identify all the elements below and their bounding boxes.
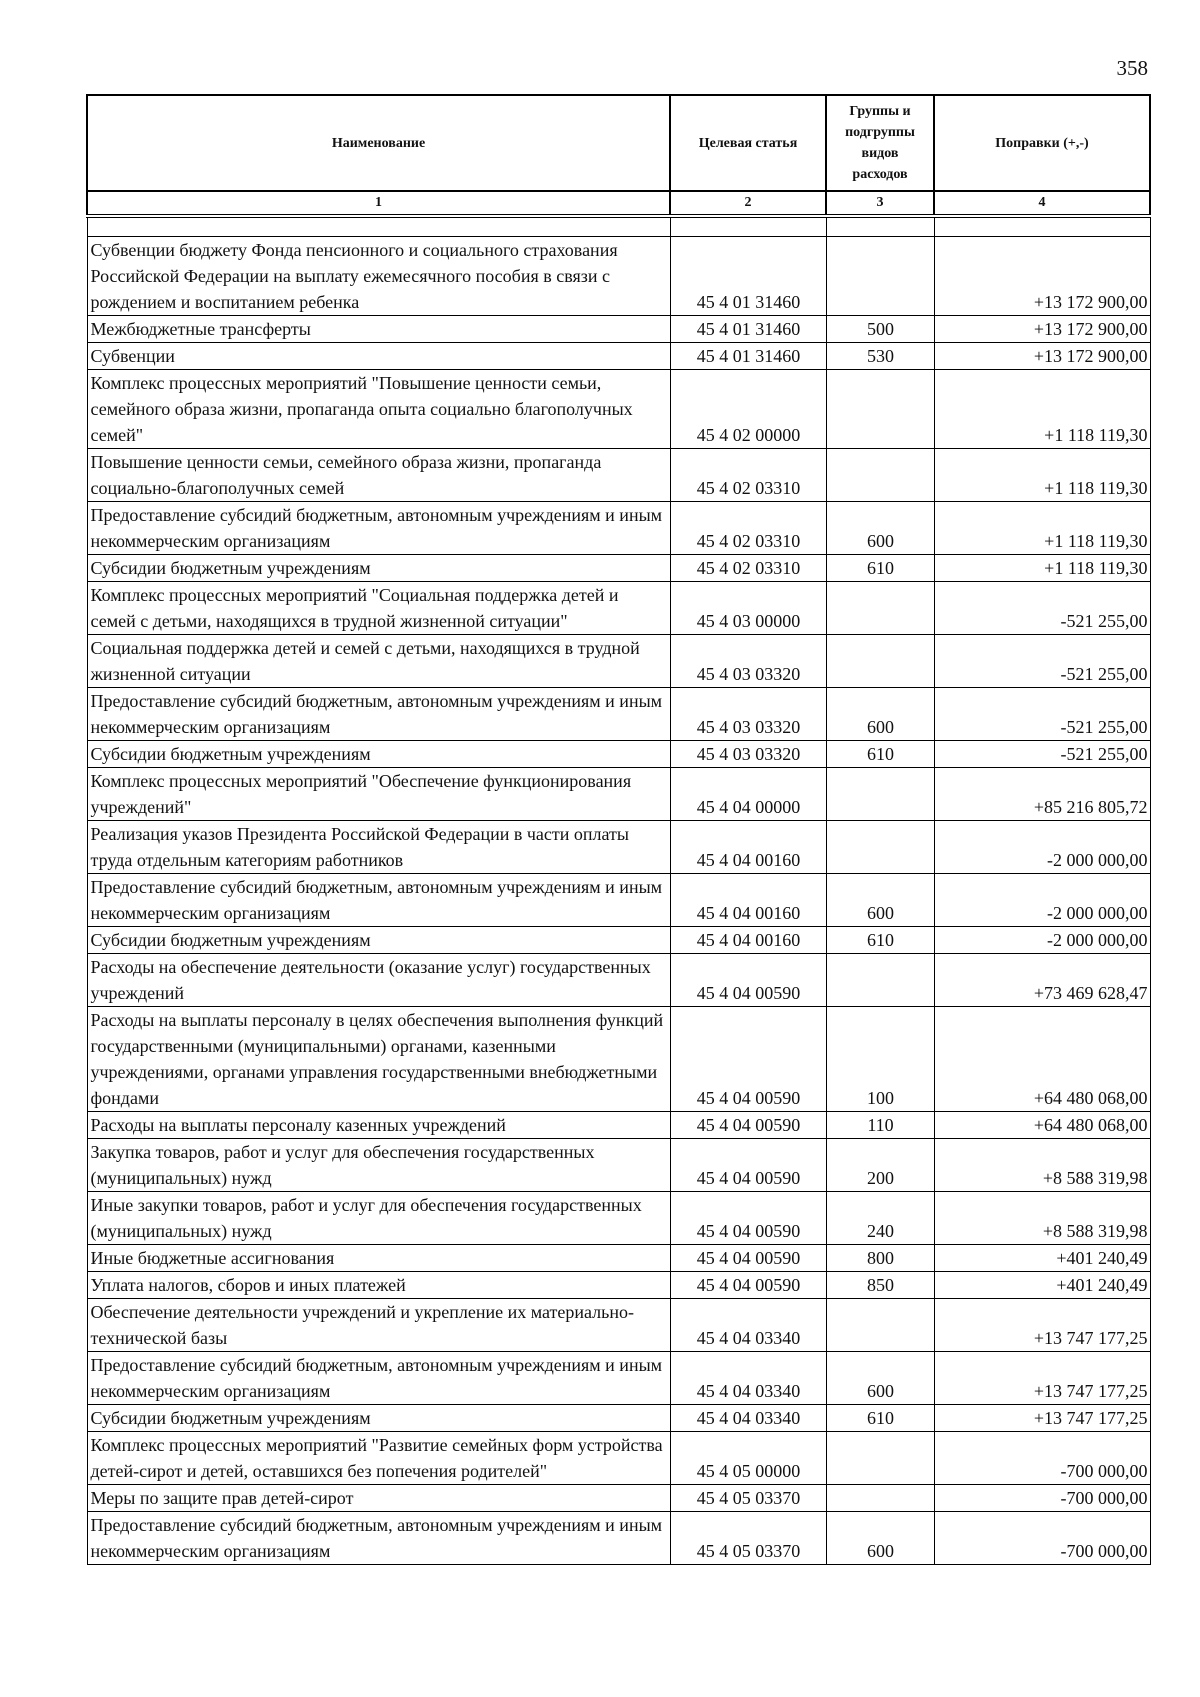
row-target-code: 45 4 04 00590 (670, 1192, 826, 1245)
row-expense-group: 850 (826, 1272, 934, 1299)
row-name: Предоставление субсидий бюджетным, автономным учреждениям и иным некоммерческим организациям (87, 1512, 670, 1565)
row-amendment-amount: +8 588 319,98 (934, 1139, 1150, 1192)
row-name: Иные бюджетные ассигнования (87, 1245, 670, 1272)
row-expense-group (826, 449, 934, 502)
row-expense-group (826, 1299, 934, 1352)
table-row (87, 370, 1150, 449)
header-groups-line: подгруппы (845, 125, 915, 140)
table-row (87, 1007, 1150, 1112)
row-target-code: 45 4 04 00590 (670, 954, 826, 1007)
row-name: Субвенции бюджету Фонда пенсионного и социального страхования Российской Федерации на выплату ежемесячного пособия в связи с рождением и воспитанием ребенка (87, 237, 670, 316)
row-target-code: 45 4 02 00000 (670, 370, 826, 449)
row-name: Субвенции (87, 343, 670, 370)
table-header (87, 95, 1150, 216)
row-expense-group (826, 954, 934, 1007)
row-name: Субсидии бюджетным учреждениям (87, 741, 670, 768)
spacer-row (87, 216, 1150, 237)
row-name: Иные закупки товаров, работ и услуг для обеспечения государственных (муниципальных) нужд (87, 1192, 670, 1245)
row-target-code: 45 4 02 03310 (670, 502, 826, 555)
row-expense-group: 610 (826, 1405, 934, 1432)
row-target-code: 45 4 04 00160 (670, 821, 826, 874)
table-row (87, 502, 1150, 555)
row-expense-group: 600 (826, 502, 934, 555)
row-amendment-amount: +85 216 805,72 (934, 768, 1150, 821)
row-expense-group: 500 (826, 316, 934, 343)
row-target-code: 45 4 05 00000 (670, 1432, 826, 1485)
row-expense-group (826, 370, 934, 449)
row-expense-group: 200 (826, 1139, 934, 1192)
row-name: Предоставление субсидий бюджетным, автономным учреждениям и иным некоммерческим организациям (87, 688, 670, 741)
row-amendment-amount: -2 000 000,00 (934, 821, 1150, 874)
row-target-code: 45 4 04 00160 (670, 927, 826, 954)
table-row (87, 237, 1150, 316)
row-expense-group (826, 821, 934, 874)
row-amendment-amount: -2 000 000,00 (934, 874, 1150, 927)
table-row (87, 1299, 1150, 1352)
row-name: Комплекс процессных мероприятий "Обеспечение функционирования учреждений" (87, 768, 670, 821)
row-target-code: 45 4 04 03340 (670, 1352, 826, 1405)
row-name: Субсидии бюджетным учреждениям (87, 555, 670, 582)
budget-table-container (86, 94, 1149, 1565)
row-target-code: 45 4 04 00590 (670, 1112, 826, 1139)
row-amendment-amount: +13 747 177,25 (934, 1299, 1150, 1352)
table-row (87, 768, 1150, 821)
row-amendment-amount: +8 588 319,98 (934, 1192, 1150, 1245)
row-expense-group: 110 (826, 1112, 934, 1139)
table-row (87, 635, 1150, 688)
row-target-code: 45 4 04 00590 (670, 1139, 826, 1192)
row-name: Расходы на обеспечение деятельности (оказание услуг) государственных учреждений (87, 954, 670, 1007)
row-amendment-amount: +13 747 177,25 (934, 1352, 1150, 1405)
table-row (87, 343, 1150, 370)
row-amendment-amount: -700 000,00 (934, 1485, 1150, 1512)
row-target-code: 45 4 03 00000 (670, 582, 826, 635)
row-expense-group: 600 (826, 1512, 934, 1565)
row-expense-group: 610 (826, 741, 934, 768)
table-row (87, 1139, 1150, 1192)
row-name: Субсидии бюджетным учреждениям (87, 927, 670, 954)
row-name: Комплекс процессных мероприятий "Социальная поддержка детей и семей с детьми, находящихся в трудной жизненной ситуации" (87, 582, 670, 635)
row-amendment-amount: +401 240,49 (934, 1245, 1150, 1272)
row-target-code: 45 4 02 03310 (670, 555, 826, 582)
row-target-code: 45 4 01 31460 (670, 316, 826, 343)
header-groups-line: расходов (852, 167, 908, 182)
table-row (87, 954, 1150, 1007)
page-number: 358 (1116, 56, 1148, 80)
row-name: Предоставление субсидий бюджетным, автономным учреждениям и иным некоммерческим организациям (87, 1352, 670, 1405)
table-row (87, 688, 1150, 741)
row-target-code: 45 4 03 03320 (670, 688, 826, 741)
row-expense-group: 600 (826, 1352, 934, 1405)
row-expense-group (826, 237, 934, 316)
row-name: Комплекс процессных мероприятий "Повышение ценности семьи, семейного образа жизни, пропаганда опыта социально благополучных семей" (87, 370, 670, 449)
table-row (87, 1512, 1150, 1565)
column-number: 2 (670, 191, 826, 216)
row-amendment-amount: +1 118 119,30 (934, 502, 1150, 555)
row-name: Комплекс процессных мероприятий "Развитие семейных форм устройства детей-сирот и детей, оставшихся без попечения родителей" (87, 1432, 670, 1485)
row-name: Социальная поддержка детей и семей с детьми, находящихся в трудной жизненной ситуации (87, 635, 670, 688)
row-expense-group: 100 (826, 1007, 934, 1112)
row-expense-group: 600 (826, 688, 934, 741)
table-row (87, 821, 1150, 874)
row-amendment-amount: +13 747 177,25 (934, 1405, 1150, 1432)
row-target-code: 45 4 04 00590 (670, 1245, 826, 1272)
row-expense-group: 800 (826, 1245, 934, 1272)
row-expense-group (826, 768, 934, 821)
column-number: 1 (87, 191, 670, 216)
row-name: Предоставление субсидий бюджетным, автономным учреждениям и иным некоммерческим организациям (87, 874, 670, 927)
row-expense-group: 530 (826, 343, 934, 370)
row-expense-group (826, 635, 934, 688)
table-row (87, 316, 1150, 343)
row-target-code: 45 4 01 31460 (670, 343, 826, 370)
row-amendment-amount: -521 255,00 (934, 635, 1150, 688)
row-amendment-amount: -2 000 000,00 (934, 927, 1150, 954)
table-row (87, 582, 1150, 635)
row-expense-group (826, 582, 934, 635)
row-amendment-amount: +13 172 900,00 (934, 316, 1150, 343)
row-expense-group (826, 1485, 934, 1512)
row-amendment-amount: +1 118 119,30 (934, 370, 1150, 449)
row-amendment-amount: +13 172 900,00 (934, 237, 1150, 316)
column-number: 3 (826, 191, 934, 216)
row-amendment-amount: -700 000,00 (934, 1432, 1150, 1485)
row-target-code: 45 4 04 00590 (670, 1007, 826, 1112)
row-expense-group (826, 1432, 934, 1485)
row-name: Обеспечение деятельности учреждений и укрепление их материально-технической базы (87, 1299, 670, 1352)
row-name: Реализация указов Президента Российской Федерации в части оплаты труда отдельным категориям работников (87, 821, 670, 874)
row-amendment-amount: -700 000,00 (934, 1512, 1150, 1565)
row-amendment-amount: +64 480 068,00 (934, 1007, 1150, 1112)
row-expense-group: 610 (826, 555, 934, 582)
row-amendment-amount: +64 480 068,00 (934, 1112, 1150, 1139)
header-groups-line: видов (861, 146, 899, 161)
row-amendment-amount: +1 118 119,30 (934, 449, 1150, 502)
row-amendment-amount: -521 255,00 (934, 741, 1150, 768)
row-amendment-amount: +13 172 900,00 (934, 343, 1150, 370)
table-row (87, 1245, 1150, 1272)
row-name: Меры по защите прав детей-сирот (87, 1485, 670, 1512)
row-target-code: 45 4 02 03310 (670, 449, 826, 502)
row-target-code: 45 4 03 03320 (670, 635, 826, 688)
row-amendment-amount: +1 118 119,30 (934, 555, 1150, 582)
row-name: Субсидии бюджетным учреждениям (87, 1405, 670, 1432)
row-name: Расходы на выплаты персоналу казенных учреждений (87, 1112, 670, 1139)
row-amendment-amount: -521 255,00 (934, 582, 1150, 635)
table-row (87, 1432, 1150, 1485)
row-target-code: 45 4 04 00160 (670, 874, 826, 927)
row-expense-group: 610 (826, 927, 934, 954)
table-row (87, 1192, 1150, 1245)
budget-table (86, 94, 1151, 1565)
table-row (87, 1405, 1150, 1432)
row-name: Расходы на выплаты персоналу в целях обеспечения выполнения функций государственными (муниципальными) органами, казенными учреждениями, органами управления государственными внебюджетными фондами (87, 1007, 670, 1112)
row-target-code: 45 4 04 03340 (670, 1405, 826, 1432)
row-target-code: 45 4 04 00590 (670, 1272, 826, 1299)
row-amendment-amount: -521 255,00 (934, 688, 1150, 741)
row-target-code: 45 4 04 00000 (670, 768, 826, 821)
row-target-code: 45 4 05 03370 (670, 1485, 826, 1512)
table-row (87, 741, 1150, 768)
row-name: Межбюджетные трансферты (87, 316, 670, 343)
row-name: Уплата налогов, сборов и иных платежей (87, 1272, 670, 1299)
table-row (87, 449, 1150, 502)
table-row (87, 1272, 1150, 1299)
table-row (87, 555, 1150, 582)
row-target-code: 45 4 03 03320 (670, 741, 826, 768)
table-row (87, 1112, 1150, 1139)
table-row (87, 874, 1150, 927)
column-number: 4 (934, 191, 1150, 216)
row-name: Предоставление субсидий бюджетным, автономным учреждениям и иным некоммерческим организациям (87, 502, 670, 555)
row-amendment-amount: +73 469 628,47 (934, 954, 1150, 1007)
table-row (87, 927, 1150, 954)
row-target-code: 45 4 05 03370 (670, 1512, 826, 1565)
header-groups (826, 95, 934, 191)
row-name: Повышение ценности семьи, семейного образа жизни, пропаганда социально-благополучных семей (87, 449, 670, 502)
table-row (87, 1352, 1150, 1405)
row-target-code: 45 4 01 31460 (670, 237, 826, 316)
row-name: Закупка товаров, работ и услуг для обеспечения государственных (муниципальных) нужд (87, 1139, 670, 1192)
header-amendments: Поправки (+,-) (934, 95, 1150, 191)
row-target-code: 45 4 04 03340 (670, 1299, 826, 1352)
header-name: Наименование (87, 95, 670, 191)
table-row (87, 1485, 1150, 1512)
table-body (87, 216, 1150, 1565)
row-amendment-amount: +401 240,49 (934, 1272, 1150, 1299)
header-target: Целевая статья (670, 95, 826, 191)
row-expense-group: 240 (826, 1192, 934, 1245)
row-expense-group: 600 (826, 874, 934, 927)
header-groups-line: Группы и (849, 104, 911, 119)
